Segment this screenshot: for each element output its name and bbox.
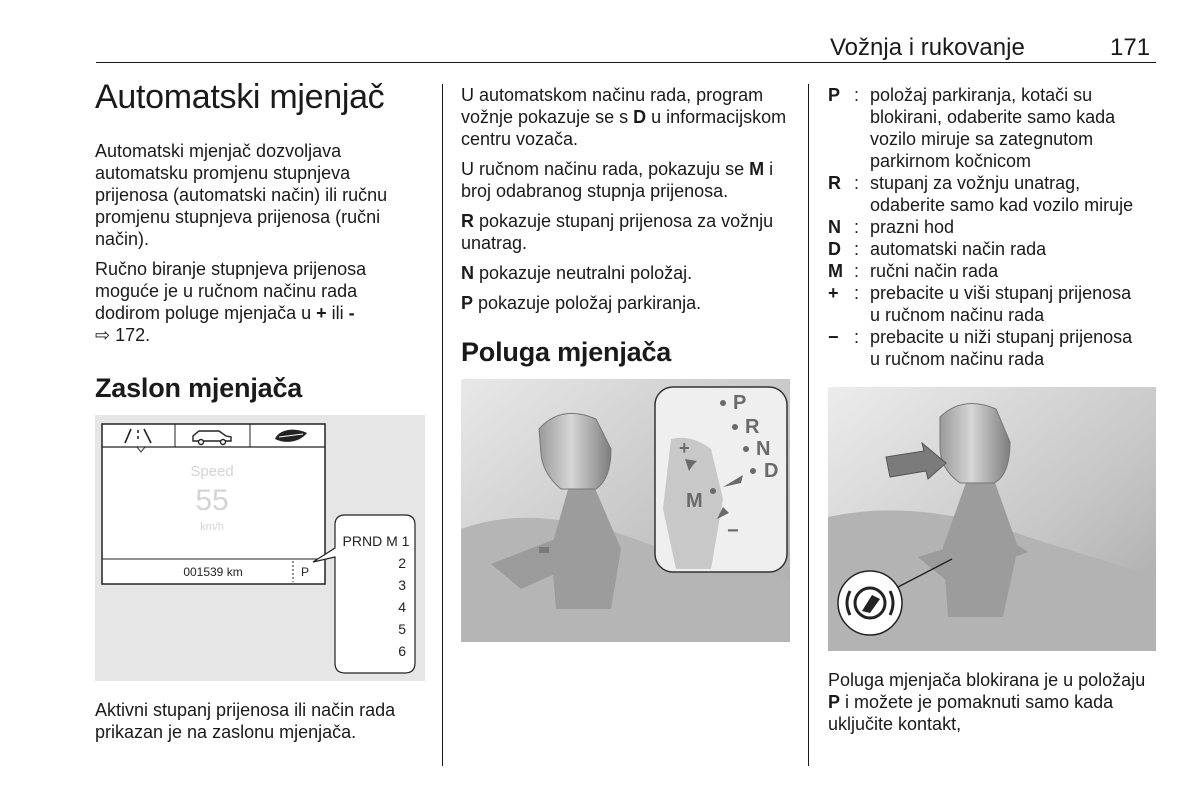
manual-mode-paragraph: U ručnom načinu rada, pokazuju se M i broj odabranog stupnja prijenosa. (461, 159, 774, 201)
page-title: Automatski mjenjač (95, 78, 385, 116)
gear-number: 5 (398, 621, 406, 637)
legend-row (828, 282, 1133, 326)
legend-text: prazni hod (870, 217, 955, 237)
legend-key: D (828, 239, 841, 259)
odometer-readout: 001539 km (183, 565, 243, 579)
neutral-paragraph: N pokazuje neutralni položaj. (461, 263, 693, 283)
legend-key: N (828, 217, 841, 237)
section-heading-selector: Poluga mjenjača (461, 337, 672, 367)
legend-colon: : (854, 173, 860, 193)
gate-minus: − (727, 520, 739, 542)
gear-number: 6 (398, 643, 406, 659)
legend-text: položaj parkiranja, kotači su blokirani, odaberite samo kada vozilo miruje sa zategnutom parkirnom kočnicom (870, 85, 1116, 171)
gate-letter-n: N (756, 438, 771, 460)
speed-label: Speed (190, 463, 234, 480)
column-2-text (461, 84, 791, 322)
legend-key: R (828, 173, 841, 193)
legend-colon: : (854, 85, 860, 105)
legend-key: + (828, 283, 839, 303)
legend-key: − (828, 327, 839, 347)
display-caption: Aktivni stupanj prijenosa ili način rada prikazan je na zaslonu mjenjača. (95, 700, 396, 742)
legend-text: stupanj za vožnju unatrag, odaberite samo kad vozilo miruje (870, 173, 1134, 215)
selector-lever-figure (461, 379, 790, 642)
header-rule (96, 62, 1156, 63)
park-paragraph: P pokazuje položaj parkiranja. (461, 293, 702, 313)
legend-row (828, 238, 1133, 260)
legend-text: prebacite u niži stupanj prijenosa u ručnom načinu rada (870, 327, 1133, 369)
gear-legend (828, 84, 1133, 370)
gate-letter-m: M (686, 490, 703, 512)
gate-letter-r: R (745, 416, 760, 438)
legend-key: P (828, 85, 841, 105)
legend-row (828, 84, 1133, 172)
lock-caption: Poluga mjenjača blokirana je u položaju P i možete je pomaknuti samo kada uključite kontakt, (828, 670, 1146, 734)
speed-unit: km/h (200, 521, 224, 533)
speed-value: 55 (195, 484, 229, 517)
legend-colon: : (854, 283, 860, 303)
manual-paragraph: Ručno biranje stupnjeva prijenosa moguće je u ručnom načinu rada dodirom poluge mjenjača u + ili - ⇨ 172. (95, 259, 367, 345)
section-heading-display: Zaslon mjenjača (95, 373, 303, 403)
column-divider-1 (442, 84, 443, 766)
gate-plus: + (679, 438, 690, 458)
legend-colon: : (854, 217, 860, 237)
page-number: 171 (1110, 34, 1151, 61)
legend-text: ručni način rada (870, 261, 999, 281)
legend-key: M (828, 261, 843, 281)
lever-lock-figure (828, 387, 1156, 651)
gear-number: 4 (398, 599, 406, 615)
transmission-display-figure (95, 415, 425, 681)
legend-colon: : (854, 239, 860, 259)
auto-mode-paragraph: U automatskom načinu rada, program vožnje pokazuje se s D u informacijskom centru vozača. (461, 85, 787, 149)
gear-indicator: P (300, 565, 310, 579)
legend-row (828, 216, 1133, 238)
legend-text: prebacite u viši stupanj prijenosa u ručnom načinu rada (870, 283, 1132, 325)
legend-row (828, 260, 1133, 282)
reverse-paragraph: R pokazuje stupanj prijenosa za vožnju unatrag. (461, 211, 774, 253)
gate-letter-d: D (764, 460, 779, 482)
intro-paragraph: Automatski mjenjač dozvoljava automatsku promjenu stupnjeva prijenosa (automatski način) ili ručnu promjenu stupnjeva prijenosa (ručni način). (95, 141, 388, 249)
page-reference-arrow: ⇨ (95, 325, 111, 345)
legend-text: automatski način rada (870, 239, 1047, 259)
legend-colon: : (854, 261, 860, 281)
legend-colon: : (854, 327, 860, 347)
gate-letter-p: P (733, 392, 747, 414)
page-reference: 172. (115, 325, 151, 345)
legend-row (828, 172, 1133, 216)
gear-number: 2 (398, 555, 406, 571)
running-header: Vožnja i rukovanje (830, 34, 1025, 61)
gear-callout-header: PRND M 1 (342, 533, 410, 549)
column-divider-2 (808, 84, 809, 766)
column-1-text (95, 140, 427, 354)
legend-row (828, 326, 1133, 370)
gear-number: 3 (398, 577, 406, 593)
